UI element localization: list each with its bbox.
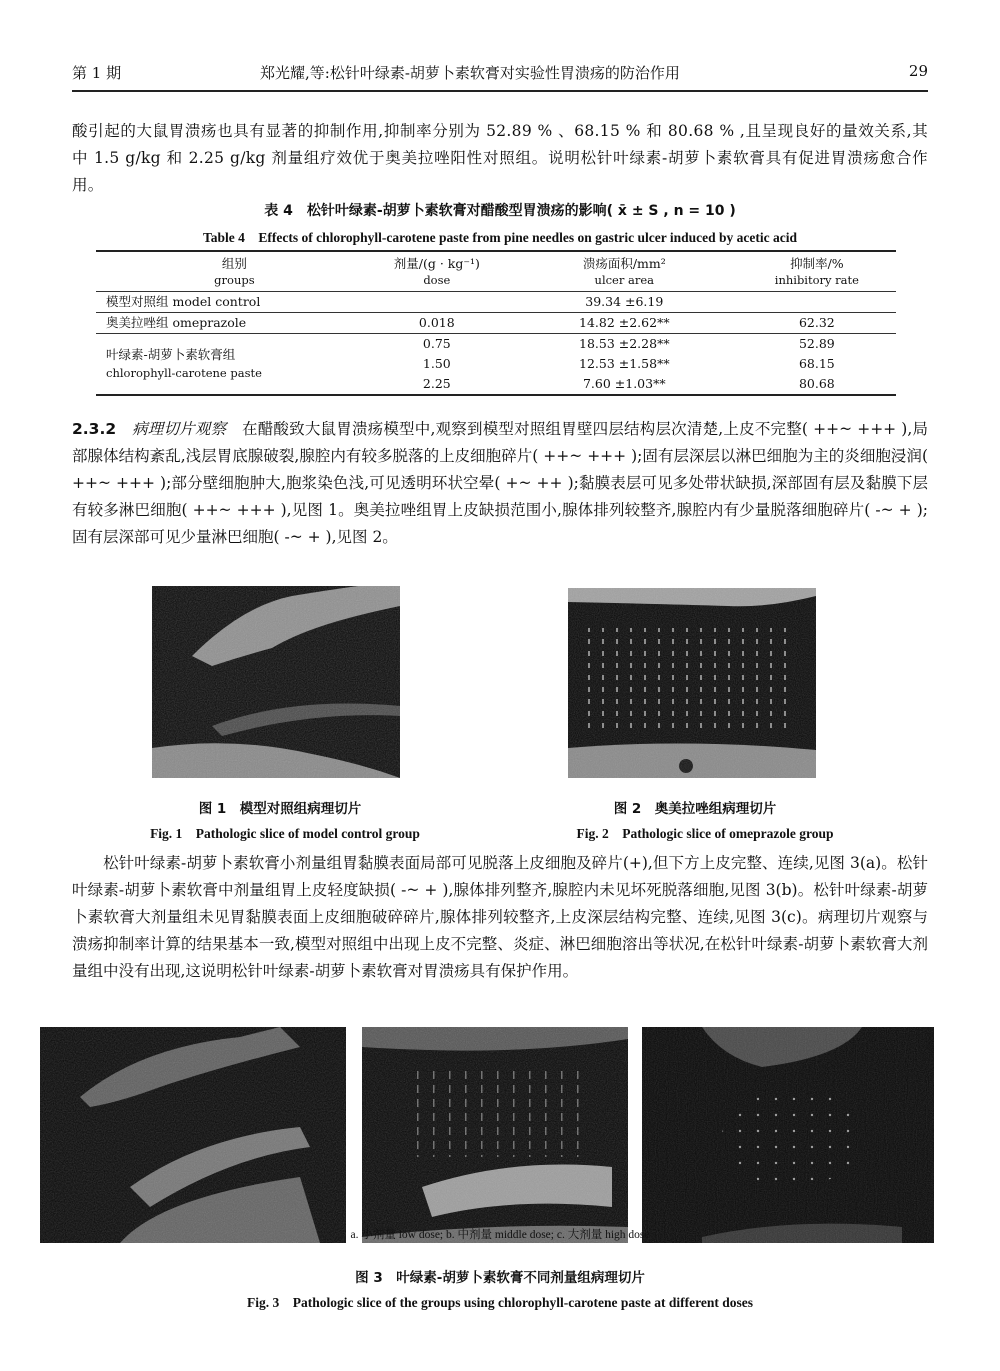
section-title: 病理切片观察: [132, 420, 227, 438]
page-number: 29: [908, 62, 928, 80]
cell-group: 模型对照组 model control: [96, 292, 363, 313]
table-4-caption-en: Table 4 Effects of chlorophyll-carotene paste from pine needles on gastric ulcer induced by acetic acid: [203, 230, 797, 245]
table-4: [96, 250, 896, 396]
cell-inhibitory-rate: 62.32: [738, 313, 896, 334]
table-row: [96, 292, 896, 313]
cell-dose: [363, 292, 511, 313]
section-2-3-2: [72, 416, 928, 551]
cell-inhibitory-rate: 80.68: [738, 374, 896, 395]
figure-2-caption-en: Fig. 2 Pathologic slice of omeprazole group: [576, 826, 834, 841]
issue-label: 第 1 期: [72, 64, 122, 82]
cell-dose: 0.018: [363, 313, 511, 334]
figure-2-image: [568, 588, 816, 778]
cell-ulcer-area: 14.82 ±2.62**: [511, 313, 738, 334]
figure-1-image: [152, 586, 400, 778]
paragraph-3: [72, 850, 928, 985]
header-groups: 组别 groups: [96, 251, 363, 292]
running-header: [72, 62, 928, 86]
paragraph-1: 酸引起的大鼠胃溃疡也具有显著的抑制作用,抑制率分别为 52.89 % 、68.15 % 和 80.68 % ,且呈现良好的量效关系,其中 1.5 g/kg 和 2.25 g/kg 剂量组疗效优于奥美拉唑阳性对照组。说明松针叶绿素-胡萝卜素软膏具有促进胃溃疡愈合作用。: [72, 122, 928, 194]
table-row: [96, 334, 896, 355]
cell-group: [96, 334, 363, 396]
header-ulcer-area: 溃疡面积/mm² ulcer area: [511, 251, 738, 292]
cell-ulcer-area: 18.53 ±2.28**: [579, 336, 670, 351]
figure-3a-image: [40, 1027, 346, 1243]
figure-3-subcaption: a. 小剂量 low dose; b. 中剂量 middle dose; c. 大剂量 high dose: [350, 1229, 650, 1241]
cell-group: 奥美拉唑组 omeprazole: [96, 313, 363, 334]
table-4-caption-cn: 表 4 松针叶绿素-胡萝卜素软膏对醋酸型胃溃疡的影响( x̄ ± S , n = 10 ): [264, 203, 736, 219]
cell-ulcer-area: 39.34 ±6.19: [511, 292, 738, 313]
cell-dose: 2.25: [363, 374, 511, 395]
figure-2-caption-cn: 图 2 奥美拉唑组病理切片: [613, 801, 777, 817]
cell-inhibitory-rate: 68.15: [798, 356, 835, 371]
running-title: 郑光耀,等:松针叶绿素-胡萝卜素软膏对实验性胃溃疡的防治作用: [260, 64, 680, 82]
paragraph-3-text: 松针叶绿素-胡萝卜素软膏小剂量组胃黏膜表面局部可见脱落上皮细胞及碎片(+),但下方上皮完整、连续,见图 3(a)。松针叶绿素-胡萝卜素软膏中剂量组胃上皮轻度缺损( -~ + ),腺体排列整齐,腺腔内未见坏死脱落细胞,见图 3(b)。松针叶绿素-胡萝卜素软膏大剂量组未见胃黏膜表面上皮细胞破碎碎片,腺体排列较整齐,上皮深层结构完整、连续,见图 3(c)。病理切片观察与溃疡抑制率计算的结果基本一致,模型对照组中出现上皮不完整、炎症、淋巴细胞溶出等状况,在松针叶绿素-胡萝卜素软膏大剂量组中没有出现,这说明松针叶绿素-胡萝卜素软膏对胃溃疡具有保护作用。: [72, 854, 928, 980]
section-number: 2.3.2: [72, 420, 117, 438]
table-row: [96, 313, 896, 334]
group-en: chlorophyll-carotene paste: [106, 366, 262, 380]
figure-3b-image: [362, 1027, 628, 1243]
cell-ulcer-area: 12.53 ±1.58**: [579, 356, 670, 371]
figure-1-caption-cn: 图 1 模型对照组病理切片: [198, 801, 362, 817]
group-cn: 叶绿素-胡萝卜素软膏组: [106, 347, 236, 362]
cell-dose: 0.75: [422, 336, 451, 351]
header-rule: [72, 90, 928, 92]
cell-inhibitory-rate: 52.89: [798, 336, 835, 351]
cell-ulcer-area: 7.60 ±1.03**: [511, 374, 738, 395]
header-inhibitory-rate: 抑制率/% inhibitory rate: [738, 251, 896, 292]
figure-3-caption-cn: 图 3 叶绿素-胡萝卜素软膏不同剂量组病理切片: [355, 1270, 645, 1286]
section-text: 在醋酸致大鼠胃溃疡模型中,观察到模型对照组胃壁四层结构层次清楚,上皮不完整( ++~ +++ ),局部腺体结构紊乱,浅层胃底腺破裂,腺腔内有较多脱落的上皮细胞碎片( ++~ +++ );固有层深层以淋巴细胞为主的炎细胞浸润( ++~ +++ );部分壁细胞肿大,胞浆染色浅,可见透明环状空晕( +~ ++ );黏膜表层可见多处带状缺损,深部固有层及黏膜下层有较多淋巴细胞( ++~ +++ ),见图 1。奥美拉唑组胃上皮缺损范围小,腺体排列较整齐,腺腔内有少量脱落细胞碎片( -~ + );固有层深部可见少量淋巴细胞( -~ + ),见图 2。: [72, 420, 928, 546]
figure-3c-image: [642, 1027, 934, 1243]
cell-dose: 1.50: [422, 356, 451, 371]
figure-1-caption-en: Fig. 1 Pathologic slice of model control group: [150, 826, 420, 841]
figure-3-caption-en: Fig. 3 Pathologic slice of the groups using chlorophyll-carotene paste at different doses: [247, 1295, 753, 1310]
header-dose: 剂量/(g · kg⁻¹) dose: [363, 251, 511, 292]
cell-inhibitory-rate: [738, 292, 896, 313]
table-header-row: [96, 251, 896, 292]
